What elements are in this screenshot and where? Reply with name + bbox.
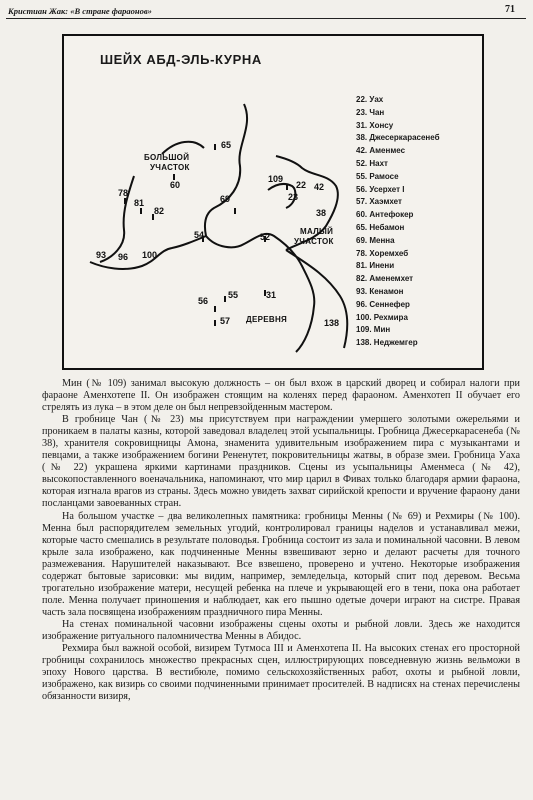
small-plot-label-2: УЧАСТОК [294, 237, 334, 246]
paragraph-min: Мин (№ 109) занимал высокую должность – он был вхож в царский дворец и собирал налоги при фараоне Аменхотепе II. Он изображен стоящим на коленях перед фараоном. Аменхотеп II обучает его стрелять из лука – в этом деле он был непревзойденным мастером. [42, 378, 520, 414]
paragraph-menna: На большом участке – два великолепных памятника: гробницы Менны (№ 69) и Рехмиры (№ 100). Менна был распорядителем земельных угодий, контролировал границы наделов и устанавливал межи, которые часто смешались в результате половодья. Гробница состоит из зала и поминальной часовни. В левом крыле зала изображено, как подчиненные Менны взвешивают зерно и делают расчеты для точного размежевания. Нарушителей наказывают. Все взвешено, проверено и учтено. Некоторые изображения содержат бытовые зарисовки: мы видим, например, земледельца, который спит под деревом. Весьма трогательно изображение матери, несущей ребенка на плече и укрывающей его в тени, пока она работает поле. Менна получает приношения и наблюдает, как его пышно одетые дочери играют на систре. Правая часть зала посвящена изображениям праздничного пира Менны. [42, 510, 520, 618]
tomb-label-22: 22 [296, 180, 307, 190]
tomb-label-52: 52 [260, 232, 271, 242]
tomb-label-23: 23 [288, 192, 299, 202]
legend-item: 109. Мин [356, 325, 391, 335]
marker-57 [214, 320, 216, 326]
marker-81 [140, 208, 142, 214]
legend-item: 69. Менна [356, 235, 395, 245]
legend-item: 31. Хонсу [356, 120, 394, 130]
paragraph-chapel: На стенах поминальной часовни изображены сцены охоты и рыбной ловли. Здесь же находится изображение ритуального паломничества Менны в Абидос. [42, 618, 520, 642]
body-text [42, 378, 520, 703]
legend-item: 138. Неджемгер [356, 338, 418, 348]
legend-item: 60. Антефокер [356, 210, 414, 220]
tomb-label-96: 96 [118, 252, 129, 262]
village-label: ДЕРЕВНЯ [246, 315, 288, 324]
paragraph-rekhmira: Рехмира был важной особой, визирем Тутмоса III и Аменхотепа II. На высоких стенах его просторной гробницы сохранилось множество прекрасных сцен, иллюстрирующих повседневную жизнь вельможи в эпоху Нового царства. В вестибюле, помимо сельскохозяйственных работ, охоты и рыбной ловли, изображено, как визирь со своими подчиненными принимает просителей. В надписях на стенах перечислены обязанности визиря, [42, 643, 520, 703]
legend-item: 42. Аменмес [356, 146, 406, 156]
legend-item: 56. Усерхет I [356, 184, 405, 194]
marker-56 [214, 306, 216, 312]
running-title: Кристиан Жак: «В стране фараонов» [8, 6, 152, 16]
tomb-label-38: 38 [316, 208, 327, 218]
tomb-label-93: 93 [96, 250, 107, 260]
tomb-label-42: 42 [314, 182, 325, 192]
marker-65 [214, 144, 216, 150]
tomb-label-56: 56 [198, 296, 209, 306]
tomb-label-31: 31 [266, 290, 277, 300]
village-boundary [206, 234, 314, 352]
legend-item: 22. Уах [356, 95, 384, 104]
tomb-label-138: 138 [324, 318, 340, 328]
header-rule [6, 18, 526, 19]
legend-item: 57. Хаэмхет [356, 197, 402, 207]
marker-55 [224, 296, 226, 302]
tomb-label-65: 65 [221, 140, 232, 150]
marker-69 [234, 208, 236, 214]
big-plot-label-1: БОЛЬШОЙ [144, 153, 190, 162]
tomb-label-60: 60 [170, 180, 181, 190]
legend-item: 23. Чан [356, 107, 385, 117]
tomb-label-78: 78 [118, 188, 129, 198]
road-138 [286, 250, 347, 348]
big-plot-boundary [90, 104, 247, 269]
marker-109 [286, 184, 288, 190]
page-header [0, 0, 533, 20]
big-plot-label-2: УЧАСТОК [150, 163, 190, 172]
legend-item: 81. Инени [356, 261, 395, 271]
legend-item: 55. Рамосе [356, 171, 399, 181]
tomb-label-69: 69 [220, 194, 231, 204]
tomb-label-109: 109 [268, 174, 284, 184]
tomb-label-100: 100 [142, 250, 158, 260]
tomb-label-81: 81 [134, 198, 145, 208]
legend-item: 82. Аменемхет [356, 274, 414, 284]
small-plot-label-1: МАЛЫЙ [300, 227, 334, 236]
tomb-label-54: 54 [194, 230, 205, 240]
legend-item: 65. Небамон [356, 222, 405, 232]
paragraph-chan: В гробнице Чан (№ 23) мы присутствуем при награждении умершего золотыми ожерельями и проникаем в палаты казны, которой заведовал владелец этой усыпальницы. Гробница Джесеркарасенеба (№ 38), хранителя сокровищницы Амона, знаменита удивительным изображением пира с музыкантами и певцами, а также изображением богини Рененутет, покровительницы жатвы, в образе змеи. Гробница Уаха (№ 22) украшена яркими картинами праздников. Сцены из усыпальницы Аменмеса (№ 42), высокопоставленного военачальника, напоминают, что мир царил в Фивах только благодаря армии фараона, которая изгнала врагов из страны. Здесь можно увидеть захват сирийской крепости и вручение фараону дани посланцами завоеванных стран. [42, 414, 520, 510]
legend-item: 78. Хоремхеб [356, 248, 409, 258]
tomb-label-55: 55 [228, 290, 239, 300]
tomb-label-82: 82 [154, 206, 165, 216]
map-legend [356, 94, 476, 350]
legend-item: 52. Нахт [356, 158, 388, 168]
tomb-label-57: 57 [220, 316, 231, 326]
legend-item: 96. Сеннефер [356, 299, 410, 309]
necropolis-map [64, 36, 354, 366]
legend-item: 38. Джесеркарасенеб [356, 133, 440, 143]
page-number: 71 [505, 4, 515, 15]
legend-item: 100. Рехмира [356, 312, 408, 322]
map-title: ШЕЙХ АБД-ЭЛЬ-КУРНА [100, 52, 262, 67]
legend-item: 93. Кенамон [356, 286, 404, 296]
marker-78 [124, 198, 126, 204]
